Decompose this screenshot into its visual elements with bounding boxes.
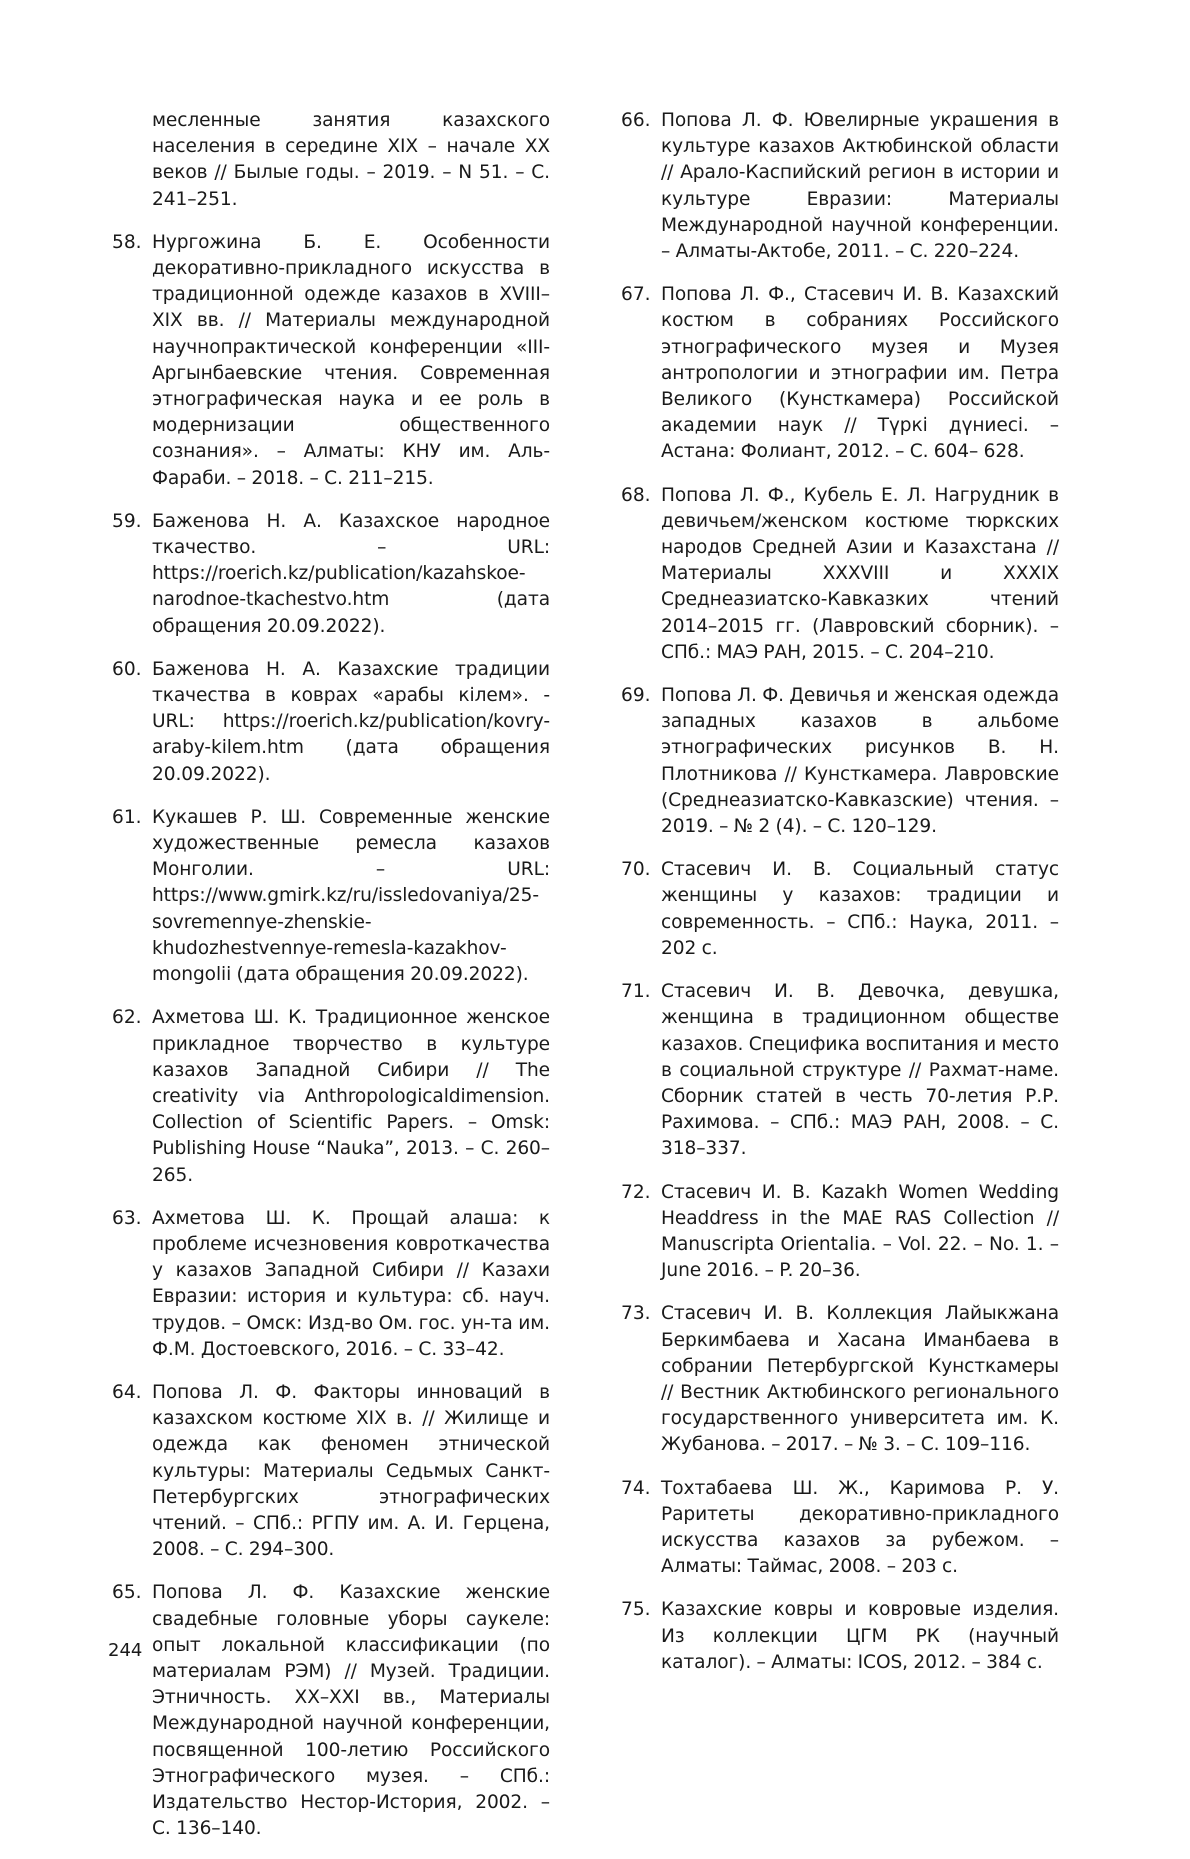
reference-item-60	[112, 657, 550, 788]
reference-number: 71.	[621, 981, 651, 1003]
reference-number: 65.	[112, 1582, 142, 1604]
reference-item-71	[621, 979, 1059, 1162]
reference-item-59	[112, 509, 550, 640]
reference-number: 61.	[112, 806, 142, 828]
reference-item-58	[112, 230, 550, 492]
reference-item-66	[621, 108, 1059, 265]
reference-item-75	[621, 1597, 1059, 1676]
reference-text: Ахметова Ш. К. Традиционное женское прикладное творчество в культуре казахов Западной Сибири // The creativity via Anthropologicaldimension. Collection of Scientific Papers. – Omsk: Publishing House “Nauka”, 2013. – С. 260–265.	[152, 1007, 550, 1186]
reference-number: 59.	[112, 510, 142, 532]
reference-text: Попова Л. Ф. Девичья и женская одежда западных казахов в альбоме этнографических рисунков В. Н. Плотникова // Кунсткамера. Лавровские (Среднеазиатско-Кавказские) чтения. – 2019. – № 2 (4). – С. 120–129.	[661, 685, 1059, 838]
reference-number: 75.	[621, 1599, 651, 1621]
reference-number: 69.	[621, 685, 651, 707]
reference-text: Попова Л. Ф., Стасевич И. В. Казахский костюм в собраниях Российского этнографического музея и Музея антропологии и этнографии им. Петра Великого (Кунсткамера) Российской академии наук // Түркі дүниесі. – Астана: Фолиант, 2012. – С. 604– 628.	[661, 284, 1059, 463]
reference-number: 70.	[621, 859, 651, 881]
reference-number: 66.	[621, 110, 651, 131]
reference-item-61	[112, 805, 550, 988]
reference-item-62	[112, 1005, 550, 1188]
reference-text: Стасевич И. В. Коллекция Лайыкжана Беркимбаева и Хасана Иманбаева в собрании Петербургской Кунсткамеры // Вестник Актюбинского регионального государственного университета им. К. Жубанова. – 2017. – № 3. – С. 109–116.	[661, 1303, 1059, 1456]
reference-text: Тохтабаева Ш. Ж., Каримова Р. У. Раритеты декоративно-прикладного искусства казахов за рубежом. – Алматы: Таймас, 2008. – 203 с.	[661, 1477, 1059, 1578]
reference-number: 60.	[112, 658, 142, 680]
right-column	[621, 108, 1059, 1693]
page-number: 244	[108, 1640, 143, 1661]
reference-number: 68.	[621, 484, 651, 506]
reference-text: Попова Л. Ф., Кубель Е. Л. Нагрудник в девичьем/женском костюме тюркских народов Средней Азии и Казахстана // Материалы XXXVIII и XXXIX Среднеазиатско-Кавказких чтений 2014–2015 гг. (Лавровский сборник). – СПб.: МАЭ РАН, 2015. – С. 204–210.	[661, 484, 1059, 663]
reference-number: 58.	[112, 231, 142, 253]
reference-text: Баженова Н. А. Казахское народное ткачество. – URL: https://roerich.kz/publication/kazahskoe-narodnoe-tkachestvo.htm (дата обращения 20.09.2022).	[152, 510, 550, 637]
reference-item-67	[621, 282, 1059, 465]
continuation-text: месленные занятия казахского населения в середине XIX – начале XX веков // Былые годы. – 2019. – N 51. – С. 241–251.	[152, 110, 550, 210]
reference-text: Попова Л. Ф. Казахские женские свадебные головные уборы саукеле: опыт локальной классификации (по материалам РЭМ) // Музей. Традиции. Этничность. XX–XXI вв., Материалы Международной научной конференции, посвященной 100-летию Российского Этнографического музея. – СПб.: Издательство Нестор-История, 2002. – С. 136–140.	[152, 1582, 550, 1840]
reference-item-69	[621, 683, 1059, 840]
reference-number: 73.	[621, 1303, 651, 1325]
reference-text: Стасевич И. В. Социальный статус женщины у казахов: традиции и современность. – СПб.: Наука, 2011. – 202 с.	[661, 859, 1059, 959]
reference-item-74	[621, 1476, 1059, 1581]
reference-text: Нургожина Б. Е. Особенности декоративно-прикладного искусства в традиционной одежде казахов в XVIII–XIX вв. // Материалы международной научнопрактической конференции «III-Аргынбаевские чтения. Современная этнографическая наука и ее роль в модернизации общественного сознания». – Алматы: КНУ им. Аль-Фараби. – 2018. – С. 211–215.	[152, 231, 550, 489]
reference-text: Казахские ковры и ковровые изделия. Из коллекции ЦГМ РК (научный каталог). – Алматы: ICOS, 2012. – 384 с.	[661, 1599, 1059, 1673]
reference-text: Ахметова Ш. К. Прощай алаша: к проблеме исчезновения ковроткачества у казахов Западной Сибири // Казахи Евразии: история и культура: сб. науч. трудов. – Омск: Изд-во Ом. гос. ун-та им. Ф.М. Достоевского, 2016. – С. 33–42.	[152, 1207, 550, 1360]
reference-text: Кукашев Р. Ш. Современные женские художественные ремесла казахов Монголии. – URL: https://www.gmirk.kz/ru/issledovaniya/25-sovremennye-zhenskie-khudozhestvennye-remesla-kazakhov-mongolii (дата обращения 20.09.2022).	[152, 806, 550, 986]
reference-item-65	[112, 1580, 550, 1842]
reference-number: 64.	[112, 1381, 142, 1403]
left-column	[112, 108, 550, 1859]
reference-text: Баженова Н. А. Казахские традиции ткачества в коврах «арабы кілем». - URL: https://roerich.kz/publication/kovry-araby-kilem.htm (дата обращения 20.09.2022).	[152, 658, 550, 785]
reference-item-64	[112, 1380, 550, 1563]
reference-text: Попова Л. Ф. Факторы инноваций в казахском костюме XIX в. // Жилище и одежда как феномен этнической культуры: Материалы Седьмых Санкт-Петербургских этнографических чтений. – СПб.: РГПУ им. А. И. Герцена, 2008. – С. 294–300.	[152, 1381, 550, 1561]
reference-text: Стасевич И. В. Kazakh Women Wedding Headdress in the MAE RAS Collection // Manuscripta Orientalia. – Vol. 22. – No. 1. – June 2016. – P. 20–36.	[661, 1181, 1059, 1282]
reference-number: 62.	[112, 1007, 142, 1029]
reference-item-72	[621, 1180, 1059, 1285]
reference-item-70	[621, 857, 1059, 962]
reference-item-63	[112, 1206, 550, 1363]
reference-text: Стасевич И. В. Девочка, девушка, женщина в традиционном обществе казахов. Специфика воспитания и место в социальной структуре // Рахмат-наме. Сборник статей в честь 70-летия Р.Р. Рахимова. – СПб.: МАЭ РАН, 2008. – С. 318–337.	[661, 981, 1059, 1160]
reference-number: 72.	[621, 1181, 651, 1203]
reference-text: Попова Л. Ф. Ювелирные украшения в культуре казахов Актюбинской области // Арало-Каспийский регион в истории и культуре Евразии: Материалы Международной научной конференции. – Алматы-Актобе, 2011. – С. 220–224.	[661, 110, 1059, 263]
reference-item-73	[621, 1301, 1059, 1458]
reference-number: 67.	[621, 284, 651, 306]
reference-item-68	[621, 483, 1059, 666]
reference-number: 63.	[112, 1207, 142, 1229]
reference-number: 74.	[621, 1477, 651, 1499]
